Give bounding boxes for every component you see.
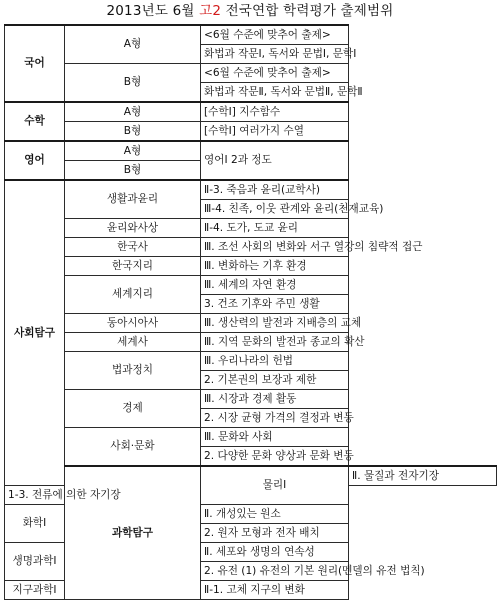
scope-cell: [수학Ⅰ] 여러가지 수열 bbox=[201, 122, 349, 142]
scope-cell: 화법과 작문Ⅰ, 독서와 문법Ⅰ, 문학Ⅰ bbox=[201, 45, 349, 64]
title-grade-highlight: 고2 bbox=[199, 3, 222, 19]
scope-cell: Ⅱ-4. 도가, 도교 윤리 bbox=[201, 219, 349, 238]
scope-cell: Ⅲ. 지역 문화의 발전과 종교의 확산 bbox=[201, 333, 349, 352]
table-row bbox=[5, 257, 497, 276]
title-suffix: 전국연합 학력평가 출제범위 bbox=[221, 3, 394, 19]
scope-cell: 영어Ⅰ 2과 정도 bbox=[201, 141, 349, 180]
scope-cell: 2. 다양한 문화 양상과 문화 변동 bbox=[201, 447, 349, 467]
elective-cell: 지구과학Ⅰ bbox=[5, 581, 65, 600]
table-row bbox=[5, 180, 497, 200]
table-row bbox=[5, 352, 497, 371]
scope-cell: Ⅲ. 변화하는 기후 환경 bbox=[201, 257, 349, 276]
scope-cell: [수학Ⅰ] 지수함수 bbox=[201, 102, 349, 122]
scope-cell: Ⅲ. 문화와 사회 bbox=[201, 428, 349, 447]
elective-cell: 생활과윤리 bbox=[65, 180, 201, 219]
subject-english: 영어 bbox=[5, 141, 65, 180]
elective-cell: 법과정치 bbox=[65, 352, 201, 390]
elective-cell: 화학Ⅰ bbox=[5, 505, 65, 543]
scope-cell: Ⅲ. 우리나라의 헌법 bbox=[201, 352, 349, 371]
scope-cell: <6월 수준에 맞추어 출제> bbox=[201, 64, 349, 83]
scope-cell: Ⅲ. 조선 사회의 변화와 서구 열강의 침략적 접근 bbox=[201, 238, 349, 257]
scope-cell: Ⅱ. 물질과 전자기장 bbox=[349, 466, 497, 486]
table-row bbox=[5, 219, 497, 238]
subject-social: 사회탐구 bbox=[5, 180, 65, 486]
elective-cell: 동아시아사 bbox=[65, 314, 201, 333]
scope-cell: 2. 원자 모형과 전자 배치 bbox=[201, 524, 349, 543]
scope-cell: Ⅲ. 생산력의 발전과 지배층의 교체 bbox=[201, 314, 349, 333]
table-row bbox=[5, 25, 497, 45]
subject-science: 과학탐구 bbox=[65, 466, 201, 600]
scope-cell: 1-3. 전류에 의한 자기장 bbox=[5, 486, 65, 505]
scope-cell: Ⅲ. 시장과 경제 활동 bbox=[201, 390, 349, 409]
scope-cell: 2. 유전 (1) 유전의 기본 원리(멘델의 유전 법칙) bbox=[201, 562, 349, 581]
scope-cell: Ⅲ. 세계의 자연 환경 bbox=[201, 276, 349, 295]
scope-cell: Ⅱ. 개성있는 원소 bbox=[201, 505, 349, 524]
table-row bbox=[5, 64, 497, 83]
scope-cell: Ⅲ-4. 친족, 이웃 관계와 윤리(천재교육) bbox=[201, 200, 349, 219]
table-row bbox=[5, 276, 497, 295]
table-row bbox=[5, 428, 497, 447]
table-row bbox=[5, 238, 497, 257]
subject-korean: 국어 bbox=[5, 25, 65, 102]
elective-cell: 생명과학Ⅰ bbox=[5, 543, 65, 581]
elective-cell: 윤리와사상 bbox=[65, 219, 201, 238]
type-cell: A형 bbox=[65, 141, 201, 161]
type-cell: B형 bbox=[65, 161, 201, 181]
scope-cell: 2. 기본권의 보장과 제한 bbox=[201, 371, 349, 390]
type-cell: B형 bbox=[65, 64, 201, 103]
table-row bbox=[5, 390, 497, 409]
table-row bbox=[5, 122, 497, 142]
elective-cell: 사회·문화 bbox=[65, 428, 201, 467]
type-cell: B형 bbox=[65, 122, 201, 142]
elective-cell: 세계지리 bbox=[65, 276, 201, 314]
scope-cell: Ⅱ-1. 고체 지구의 변화 bbox=[201, 581, 349, 600]
scope-cell: 화법과 작문Ⅱ, 독서와 문법Ⅱ, 문학Ⅱ bbox=[201, 83, 349, 103]
type-cell: A형 bbox=[65, 102, 201, 122]
scope-cell: Ⅱ. 세포와 생명의 연속성 bbox=[201, 543, 349, 562]
table-row bbox=[5, 141, 497, 161]
scope-cell: <6월 수준에 맞추어 출제> bbox=[201, 25, 349, 45]
elective-cell: 한국지리 bbox=[65, 257, 201, 276]
table-row bbox=[5, 314, 497, 333]
scope-cell: 2. 시장 균형 가격의 결정과 변동 bbox=[201, 409, 349, 428]
page-title bbox=[0, 0, 500, 22]
exam-scope-table bbox=[4, 24, 497, 600]
elective-cell: 물리Ⅰ bbox=[201, 466, 349, 505]
table-row bbox=[5, 466, 497, 486]
subject-math: 수학 bbox=[5, 102, 65, 141]
table-row bbox=[5, 102, 497, 122]
title-prefix: 2013년도 6월 bbox=[106, 3, 200, 19]
elective-cell: 세계사 bbox=[65, 333, 201, 352]
type-cell: A형 bbox=[65, 25, 201, 64]
table-row bbox=[5, 333, 497, 352]
scope-cell: Ⅱ-3. 죽음과 윤리(교학사) bbox=[201, 180, 349, 200]
scope-cell: 3. 건조 기후와 주민 생활 bbox=[201, 295, 349, 314]
elective-cell: 한국사 bbox=[65, 238, 201, 257]
elective-cell: 경제 bbox=[65, 390, 201, 428]
